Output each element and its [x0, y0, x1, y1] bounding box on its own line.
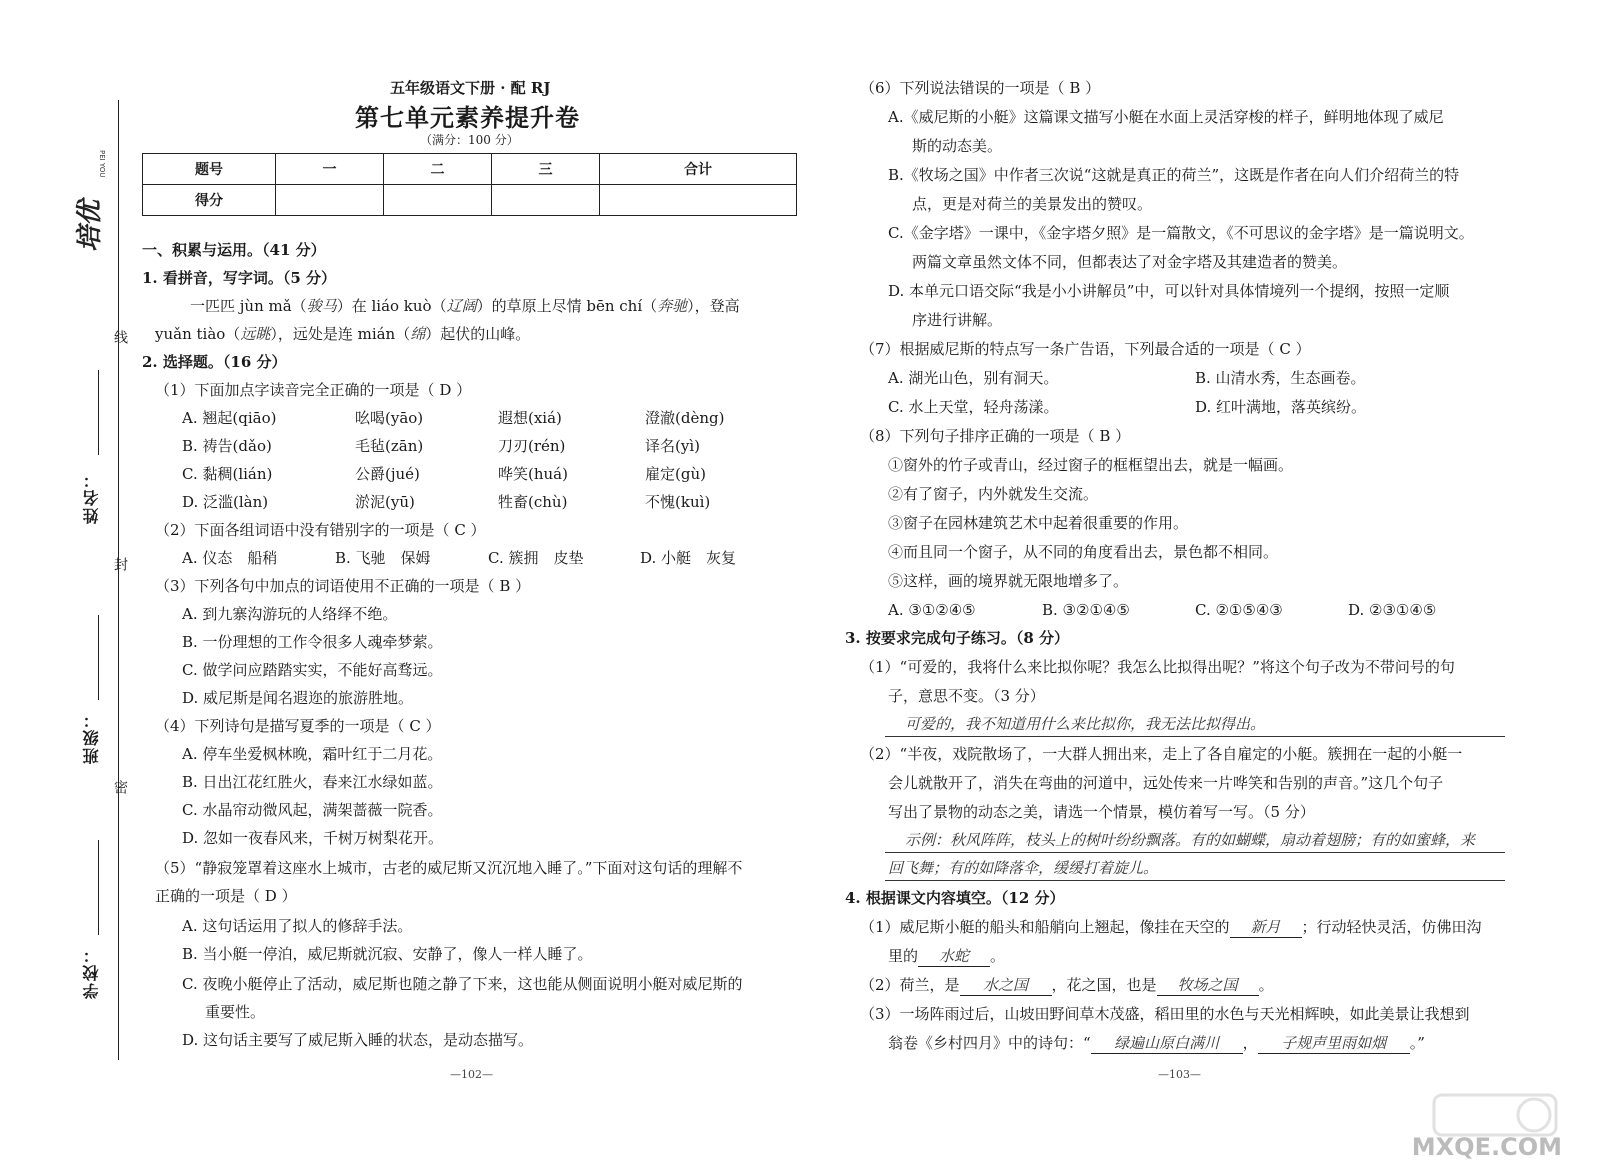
q4-answer: 子规声里雨如烟: [1258, 1033, 1410, 1054]
page-number: —102—: [450, 1068, 493, 1081]
option-text: A. 仪态 船稍: [182, 549, 278, 567]
question-heading: 4. 根据课文内容填空。（12 分）: [845, 889, 1065, 907]
option-text: A. ③①②④⑤: [888, 601, 976, 619]
header-subtitle: 五年级语文下册 · 配 RJ: [390, 79, 551, 97]
svg-text:培优: 培优: [75, 199, 105, 252]
option-text: 不愧(kuì): [645, 493, 711, 511]
q1-text: ），登高: [687, 297, 740, 315]
svg-text:PEI YOU: PEI YOU: [98, 150, 106, 178]
q2-5-prompt: （5）“静寂笼罩着这座水上城市，古老的威尼斯又沉沉地入睡了。”下面对这句话的理解不: [155, 859, 743, 877]
q1-answer: 奔驰: [657, 297, 688, 315]
option-text: D. 红叶满地，落英缤纷。: [1195, 398, 1367, 416]
option-text: 牲畜(chù): [498, 493, 568, 511]
binding-line: [118, 100, 119, 1060]
option-text: 点，更是对荷兰的美景发出的赞叹。: [912, 195, 1153, 213]
score-table: [142, 153, 797, 216]
q4-text: 。”: [1409, 1034, 1425, 1052]
option-text: 毛毡(zān): [355, 437, 424, 455]
option-text: D. 本单元口语交际“我是小小讲解员”中，可以针对具体情境列一个提纲，按照一定顺: [888, 282, 1450, 300]
watermark-text: MXQE.COM: [1411, 1133, 1562, 1161]
answer-line: [885, 736, 1505, 737]
q2-4-prompt: （4）下列诗句是描写夏季的一项是（ C ）: [155, 717, 441, 735]
q1-text: ）起伏的山峰。: [425, 325, 531, 343]
option-text: 遐想(xiá): [498, 409, 562, 427]
q4-text: （1）威尼斯小艇的船头和船艄向上翘起，像挂在天空的: [860, 918, 1230, 936]
q4-3-line: （3）一场阵雨过后，山坡田野间草木茂盛，稻田里的水色与天光相辉映，如此美景让我想到: [860, 1005, 1470, 1023]
option-text: C. 水晶帘动微风起，满架蔷薇一院香。: [182, 801, 443, 819]
margin-seal-label: 封: [112, 557, 128, 573]
option-text: 刀刃(rén): [498, 437, 566, 455]
score-header-cell: 合计: [600, 154, 797, 185]
option-text: 斯的动态美。: [912, 137, 1003, 155]
q2-2-prompt: （2）下面各组词语中没有错别字的一项是（ C ）: [155, 521, 486, 539]
q4-text: ；行动轻快灵活，仿佛田沟: [1301, 918, 1482, 936]
q2-7-prompt: （7）根据威尼斯的特点写一条广告语，下列最合适的一项是（ C ）: [860, 340, 1311, 358]
q3-2-prompt: （2）“半夜，戏院散场了，一大群人拥出来，走上了各自雇定的小艇。簇拥在一起的小艇一: [860, 745, 1463, 763]
option-text: 两篇文章虽然文体不同，但都表达了对金字塔及其建造者的赞美。: [912, 253, 1348, 271]
option-text: C.《金字塔》一课中，《金字塔夕照》是一篇散文，《不可思议的金字塔》是一篇说明文。: [888, 224, 1474, 242]
option-text: D. 这句话主要写了威尼斯入睡的状态，是动态描写。: [182, 1031, 534, 1049]
section-heading: 一、积累与运用。（41 分）: [142, 241, 326, 259]
q4-3-line: [888, 1033, 1425, 1054]
score-cell[interactable]: [492, 185, 600, 216]
option-text: B. ③②①④⑤: [1042, 601, 1130, 619]
option-text: C. ②①⑤④③: [1195, 601, 1283, 619]
option-text: B. 飞驰 保姆: [335, 549, 431, 567]
page-number: —103—: [1158, 1068, 1201, 1081]
q3-1-answer: 可爱的，我不知道用什么来比拟你，我无法比拟得出。: [905, 715, 1266, 733]
score-row-label: 得分: [143, 185, 276, 216]
q4-1-line: [860, 917, 1482, 938]
q4-text: 。: [990, 947, 1006, 965]
sentence-line: ⑤这样，画的境界就无限地增多了。: [888, 572, 1129, 590]
option-text: 重要性。: [205, 1003, 266, 1021]
option-text: C. 黏稠(lián): [182, 465, 273, 483]
score-header-cell: 一: [276, 154, 384, 185]
sentence-line: ②有了窗子，内外就发生交流。: [888, 485, 1099, 503]
q1-line-1: [190, 296, 740, 316]
q3-1-prompt: 子，意思不变。（3 分）: [888, 687, 1045, 705]
q2-8-prompt: （8）下列句子排序正确的一项是（ B ）: [860, 427, 1131, 445]
q4-2-line: [860, 975, 1274, 996]
q4-text: 里的: [888, 947, 919, 965]
option-text: 公爵(jué): [355, 465, 420, 483]
q1-text: ）在 liáo kuò（: [336, 297, 447, 315]
q1-text: yuǎn tiào（: [155, 325, 241, 343]
answer-line: [885, 852, 1505, 853]
score-cell[interactable]: [384, 185, 492, 216]
option-text: 淤泥(yū): [355, 493, 415, 511]
full-score: （满分：100 分）: [420, 133, 519, 147]
option-text: C. 夜晚小艇停止了活动，威尼斯也随之静了下来，这也能从侧面说明小艇对威尼斯的: [182, 975, 743, 993]
option-text: 雇定(gù): [645, 465, 706, 483]
q1-text: 一匹匹 jùn mǎ（: [190, 297, 307, 315]
school-label: 学校：: [82, 945, 101, 999]
option-text: 澄澈(dèng): [645, 409, 725, 427]
q3-2-prompt: 写出了景物的动态之美，请选一个情景，模仿着写一写。（5 分）: [888, 803, 1315, 821]
option-text: C. 水上天堂，轻舟荡漾。: [888, 398, 1059, 416]
option-text: B.《牧场之国》中作者三次说“这就是真正的荷兰”，这既是作者在向人们介绍荷兰的特: [888, 166, 1460, 184]
option-text: B. 日出江花红胜火，春来江水绿如蓝。: [182, 773, 443, 791]
sentence-line: ①窗外的竹子或青山，经过窗子的框框望出去，就是一幅画。: [888, 456, 1294, 474]
q1-text: ）的草原上尽情 bēn chí（: [476, 297, 658, 315]
q2-1-prompt: （1）下面加点字读音完全正确的一项是（ D ）: [155, 381, 472, 399]
score-header-cell: 题号: [143, 154, 276, 185]
option-text: 吆喝(yāo): [355, 409, 424, 427]
option-text: B. 祷告(dǎo): [182, 437, 272, 455]
q4-answer: 牧场之国: [1157, 975, 1259, 996]
q1-text: ），远处是连 mián（: [270, 325, 411, 343]
q3-1-prompt: （1）“可爱的，我将什么来比拟你呢？我怎么比拟得出呢？”将这个句子改为不带问号的句: [860, 658, 1455, 676]
class-field[interactable]: [98, 615, 99, 700]
option-text: D. 泛滥(làn): [182, 493, 269, 511]
q4-answer: 水之国: [960, 975, 1052, 996]
q2-6-prompt: （6）下列说法错误的一项是（ B ）: [860, 79, 1101, 97]
option-text: 序进行讲解。: [912, 311, 1003, 329]
option-text: A. 到九寨沟游玩的人络绎不绝。: [182, 605, 398, 623]
q4-text: 翁卷《乡村四月》中的诗句：“: [888, 1034, 1091, 1052]
option-text: C. 簇拥 皮垫: [488, 549, 584, 567]
peiyou-logo: [66, 130, 110, 270]
score-cell[interactable]: [276, 185, 384, 216]
margin-line-label: 线: [112, 330, 128, 346]
option-text: A. 停车坐爱枫林晚，霜叶红于二月花。: [182, 745, 443, 763]
q1-answer: 远眺: [240, 325, 271, 343]
option-text: B. 山清水秀，生态画卷。: [1195, 369, 1366, 387]
score-header-cell: 二: [384, 154, 492, 185]
q3-2-answer: 回飞舞；有的如降落伞，缓缓打着旋儿。: [888, 859, 1159, 877]
answer-line: [885, 880, 1505, 881]
q1-answer: 绵: [410, 325, 426, 343]
option-text: D. 小艇 灰复: [640, 549, 737, 567]
q1-answer: 辽阔: [446, 297, 477, 315]
question-heading: 2. 选择题。（16 分）: [142, 353, 287, 371]
option-text: B. 当小艇一停泊，威尼斯就沉寂、安静了，像人一样人睡了。: [182, 945, 593, 963]
q4-text: （2）荷兰，是: [860, 976, 960, 994]
sentence-line: ③窗子在园林建筑艺术中起着很重要的作用。: [888, 514, 1189, 532]
option-text: 译名(yì): [645, 437, 700, 455]
q3-2-prompt: 会儿就散开了，消失在弯曲的河道中，远处传来一片哗笑和告别的声音。”这几个句子: [888, 774, 1444, 792]
name-field[interactable]: [98, 370, 99, 455]
q4-text: 。: [1258, 976, 1274, 994]
question-heading: 1. 看拼音，写字词。（5 分）: [142, 269, 337, 287]
option-text: C. 做学问应踏踏实实，不能好高骛远。: [182, 661, 443, 679]
name-label: 姓名：: [82, 470, 101, 524]
option-text: D. ②③①④⑤: [1348, 601, 1437, 619]
option-text: 哗笑(huá): [498, 465, 568, 483]
q4-1-line: [888, 946, 1005, 967]
q4-text: ，花之国，也是: [1051, 976, 1157, 994]
score-header-cell: 三: [492, 154, 600, 185]
option-text: A. 翘起(qiāo): [182, 409, 277, 427]
q2-5-prompt: 正确的一项是（ D ）: [155, 887, 297, 905]
option-text: A. 这句话运用了拟人的修辞手法。: [182, 917, 413, 935]
page-title: 第七单元素养提升卷: [355, 103, 580, 132]
q4-answer: 水蛇: [918, 946, 990, 967]
q4-text: ，: [1242, 1034, 1258, 1052]
q2-3-prompt: （3）下列各句中加点的词语使用不正确的一项是（ B ）: [155, 577, 531, 595]
q1-line-2: [155, 324, 530, 344]
class-label: 班级：: [82, 710, 101, 764]
margin-tight-label: 密: [112, 780, 128, 796]
option-text: A. 湖光山色，别有洞天。: [888, 369, 1059, 387]
q4-answer: 绿遍山原白满川: [1091, 1033, 1243, 1054]
q3-2-answer: 示例：秋风阵阵，枝头上的树叶纷纷飘落。有的如蝴蝶，扇动着翅膀；有的如蜜蜂，来: [905, 831, 1476, 849]
option-text: D. 威尼斯是闻名遐迩的旅游胜地。: [182, 689, 414, 707]
question-heading: 3. 按要求完成句子练习。（8 分）: [845, 629, 1070, 647]
score-cell[interactable]: [600, 185, 797, 216]
q1-answer: 骏马: [306, 297, 337, 315]
sentence-line: ④而且同一个窗子，从不同的角度看出去，景色都不相同。: [888, 543, 1279, 561]
option-text: D. 忽如一夜春风来，千树万树梨花开。: [182, 829, 444, 847]
q4-answer: 新月: [1230, 917, 1302, 938]
option-text: B. 一份理想的工作令很多人魂牵梦萦。: [182, 633, 443, 651]
school-field[interactable]: [98, 840, 99, 935]
option-text: A.《威尼斯的小艇》这篇课文描写小艇在水面上灵活穿梭的样子，鲜明地体现了威尼: [888, 108, 1444, 126]
